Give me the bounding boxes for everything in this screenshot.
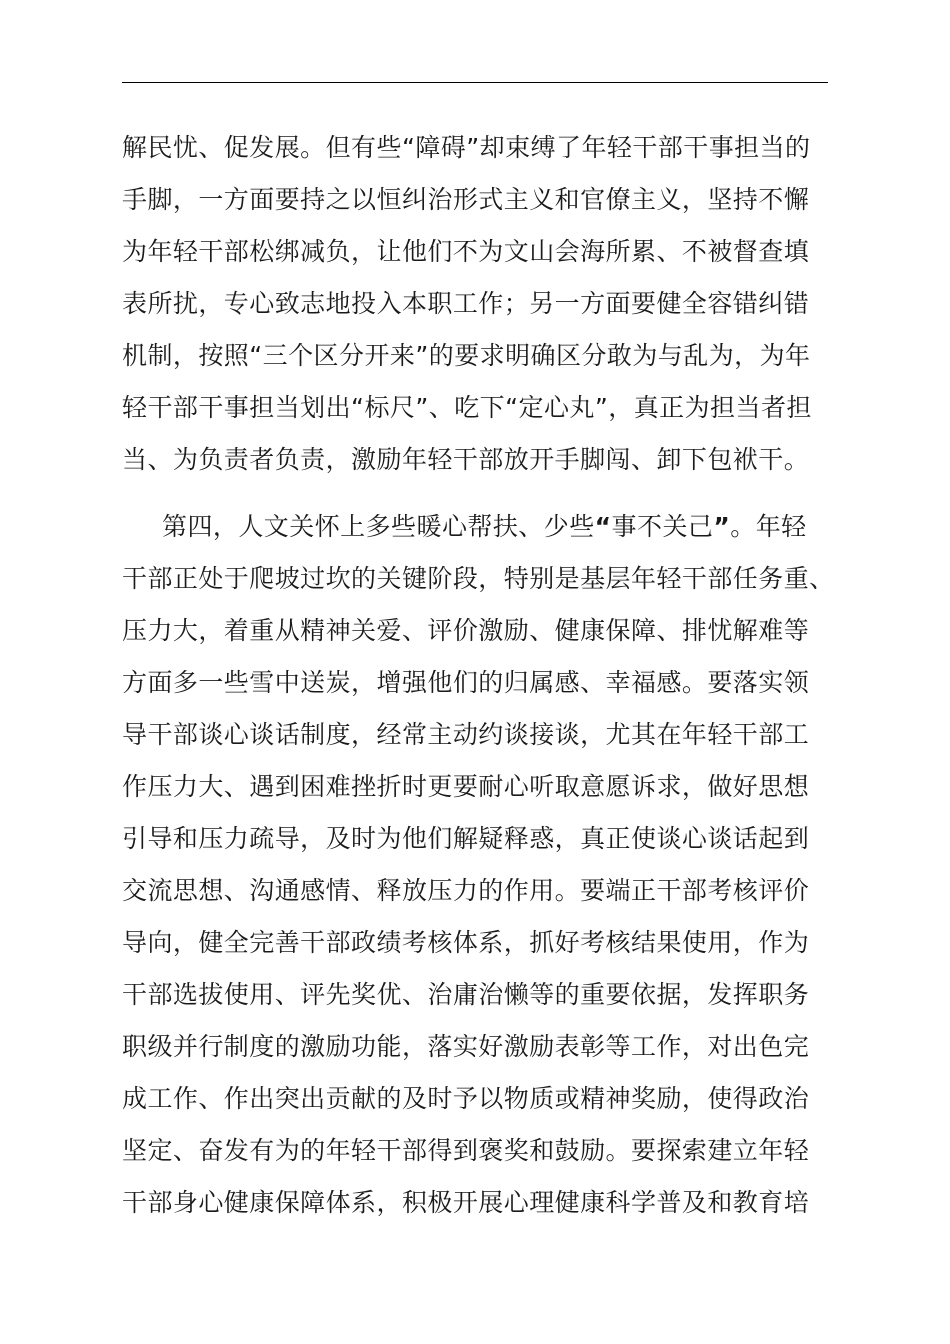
text-line: 机制，按照“三个区分开来”的要求明确区分敢为与乱为，为年 [122, 341, 811, 370]
text-line: 导向，健全完善干部政绩考核体系，抓好考核结果使用，作为 [122, 928, 810, 957]
text-line: 表所扰，专心致志地投入本职工作；另一方面要健全容错纠错 [122, 289, 810, 318]
text-line: 为年轻干部松绑减负，让他们不为文山会海所累、不被督查填 [122, 237, 810, 266]
text-line: 成工作、作出突出贡献的及时予以物质或精神奖励，使得政治 [122, 1084, 810, 1113]
header-rule [122, 82, 828, 83]
text-line: 压力大，着重从精神关爱、评价激励、健康保障、排忧解难等 [122, 616, 810, 645]
text-line: 当、为负责者负责，激励年轻干部放开手脚闯、卸下包袱干。 [122, 445, 810, 474]
text-line: 职级并行制度的激励功能，落实好激励表彰等工作，对出色完 [122, 1032, 810, 1061]
para2-lead-text: 第四，人文关怀上多些暖心帮扶、少些 [162, 512, 595, 541]
text-line: 交流思想、沟通感情、释放压力的作用。要端正干部考核评价 [122, 876, 810, 905]
para2-quoted-text: 事不关己 [611, 512, 714, 541]
para2-tail-text: 。年轻 [730, 512, 807, 541]
text-line: 干部身心健康保障体系，积极开展心理健康科学普及和教育培 [122, 1188, 810, 1217]
text-line: 解民忧、促发展。但有些“障碍”却束缚了年轻干部干事担当的 [122, 133, 811, 162]
text-line: 方面多一些雪中送炭，增强他们的归属感、幸福感。要落实领 [122, 668, 810, 697]
text-line: 手脚，一方面要持之以恒纠治形式主义和官僚主义，坚持不懈 [122, 185, 810, 214]
text-line: 引导和压力疏导，及时为他们解疑释惑，真正使谈心谈话起到 [122, 824, 810, 853]
paragraph-gap [122, 486, 842, 501]
para2-close-quote: ” [713, 512, 731, 541]
text-line: 干部正处于爬坡过坎的关键阶段，特别是基层年轻干部任务重、 [122, 564, 835, 593]
text-line-first [122, 501, 842, 553]
text-line: 导干部谈心谈话制度，经常主动约谈接谈，尤其在年轻干部工 [122, 720, 810, 749]
text-line: 轻干部干事担当划出“标尺”、吃下“定心丸”，真正为担当者担 [122, 393, 812, 422]
paragraph-2 [122, 501, 842, 1229]
paragraph-1 [122, 122, 842, 486]
text-line: 干部选拔使用、评先奖优、治庸治懒等的重要依据，发挥职务 [122, 980, 810, 1009]
text-line: 作压力大、遇到困难挫折时更要耐心听取意愿诉求，做好思想 [122, 772, 810, 801]
document-body [122, 122, 842, 1229]
text-line: 坚定、奋发有为的年轻干部得到褒奖和鼓励。要探索建立年轻 [122, 1136, 810, 1165]
para2-open-quote: “ [594, 512, 612, 541]
